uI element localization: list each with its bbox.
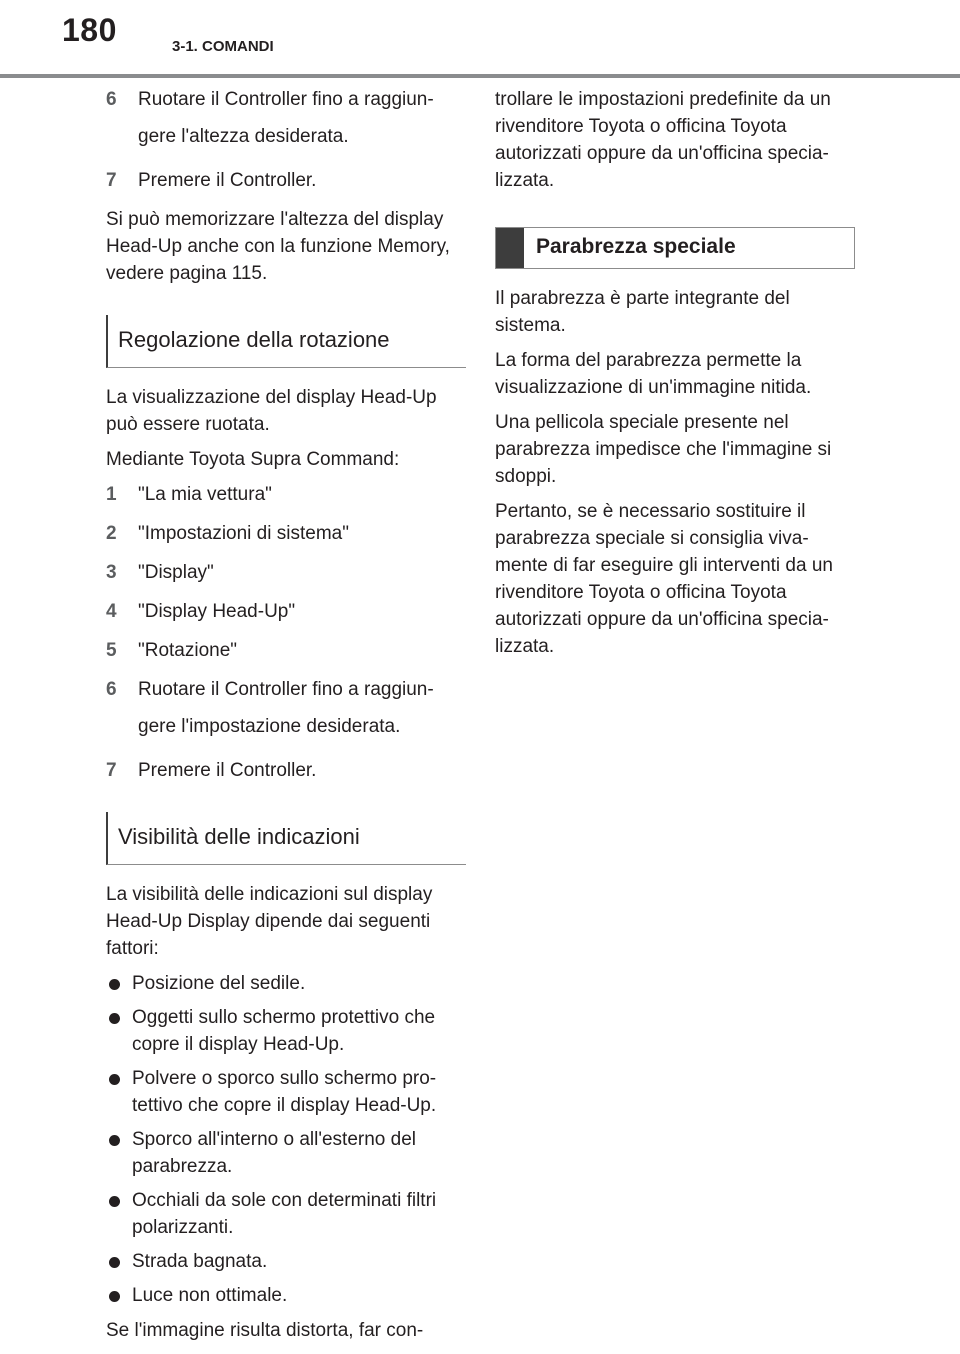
step-number: 7: [106, 170, 117, 191]
section-heading-windshield: [495, 227, 855, 269]
step-number: 2: [106, 523, 117, 544]
list-item: [106, 1187, 466, 1241]
list-item: [106, 970, 466, 997]
step-text: "Display": [138, 562, 214, 583]
step-number: 7: [106, 760, 117, 781]
factor-list: [106, 970, 466, 1309]
step-text: "Display Head-Up": [138, 601, 296, 622]
windshield-paragraph: Pertanto, se è necessario sostituire il parabrezza speciale si consiglia viva-mente di far eseguire gli interventi da un rivenditore Toyota o officina Toyota autorizzati oppure da un'officina specia-lizzata.: [495, 501, 833, 657]
step-number: 3: [106, 562, 117, 583]
list-item-text: Luce non ottimale.: [132, 1285, 288, 1306]
step-number: 4: [106, 601, 117, 622]
step-number: 1: [106, 484, 117, 505]
step-item: [106, 167, 466, 194]
page-number: 180: [62, 12, 117, 48]
left-column: [106, 86, 466, 1352]
list-item: [106, 1065, 466, 1119]
step-text: Premere il Controller.: [138, 760, 317, 781]
list-item-text: Strada bagnata.: [132, 1251, 268, 1272]
distorted-paragraph: Se l'immagine risulta distorta, far con-: [106, 1320, 424, 1341]
bullet-icon: [106, 1187, 132, 1241]
step-text: "Rotazione": [138, 640, 238, 661]
bullet-icon: [106, 1248, 132, 1275]
step-item: [106, 520, 466, 547]
list-item-text: Oggetti sullo schermo protettivo che copre il display Head-Up.: [132, 1007, 436, 1055]
step-item: [106, 598, 466, 625]
step-item: [106, 86, 466, 155]
windshield-paragraph: Una pellicola speciale presente nel parabrezza impedisce che l'immagine si sdoppi.: [495, 412, 832, 487]
step-text: "La mia vettura": [138, 484, 272, 505]
bullet-icon: [106, 1004, 132, 1058]
list-item-text: Posizione del sedile.: [132, 973, 306, 994]
bullet-icon: [106, 1126, 132, 1180]
continued-paragraph: trollare le impostazioni predefinite da un rivenditore Toyota o officina Toyota autorizzati oppure da un'officina specia-lizzata.: [495, 89, 831, 191]
rotation-paragraph: La visualizzazione del display Head-Up può essere ruotata.: [106, 387, 437, 435]
bullet-icon: [106, 1065, 132, 1119]
step-item: [106, 481, 466, 508]
chapter-title: 3-1. COMANDI: [172, 38, 274, 55]
list-item: [106, 1126, 466, 1180]
command-paragraph: Mediante Toyota Supra Command:: [106, 449, 400, 470]
step-item: [106, 637, 466, 664]
step-item: [106, 559, 466, 586]
list-item-text: Polvere o sporco sullo schermo pro-tettivo che copre il display Head-Up.: [132, 1068, 437, 1116]
step-text: Ruotare il Controller fino a raggiun-gere l'altezza desiderata.: [138, 89, 434, 147]
windshield-paragraph: La forma del parabrezza permette la visualizzazione di un'immagine nitida.: [495, 350, 812, 398]
heading-text: Parabrezza speciale: [536, 235, 736, 258]
step-text: Premere il Controller.: [138, 170, 317, 191]
list-item-text: Occhiali da sole con determinati filtri polarizzanti.: [132, 1190, 437, 1238]
heading-bar: [496, 228, 524, 268]
right-column: [495, 86, 855, 668]
step-text: "Impostazioni di sistema": [138, 523, 349, 544]
list-item: [106, 1248, 466, 1275]
list-item: [106, 1004, 466, 1058]
step-item: [106, 676, 466, 745]
header-divider: [0, 74, 960, 78]
bullet-icon: [106, 1282, 132, 1309]
step-number: 6: [106, 89, 117, 110]
step-item: [106, 757, 466, 784]
visibility-paragraph: La visibilità delle indicazioni sul display Head-Up Display dipende dai seguenti fattori:: [106, 884, 433, 959]
list-item-text: Sporco all'interno o all'esterno del parabrezza.: [132, 1129, 416, 1177]
step-number: 5: [106, 640, 117, 661]
page-header: [0, 0, 960, 82]
bullet-icon: [106, 970, 132, 997]
step-number: 6: [106, 679, 117, 700]
windshield-paragraph: Il parabrezza è parte integrante del sistema.: [495, 288, 790, 336]
list-item: [106, 1282, 466, 1309]
memory-paragraph: Si può memorizzare l'altezza del display Head-Up anche con la funzione Memory, vedere pagina 115.: [106, 209, 450, 284]
section-heading-rotation: Regolazione della rotazione: [106, 315, 466, 368]
step-text: Ruotare il Controller fino a raggiun-gere l'impostazione desiderata.: [138, 679, 434, 737]
section-heading-visibility: Visibilità delle indicazioni: [106, 812, 466, 865]
